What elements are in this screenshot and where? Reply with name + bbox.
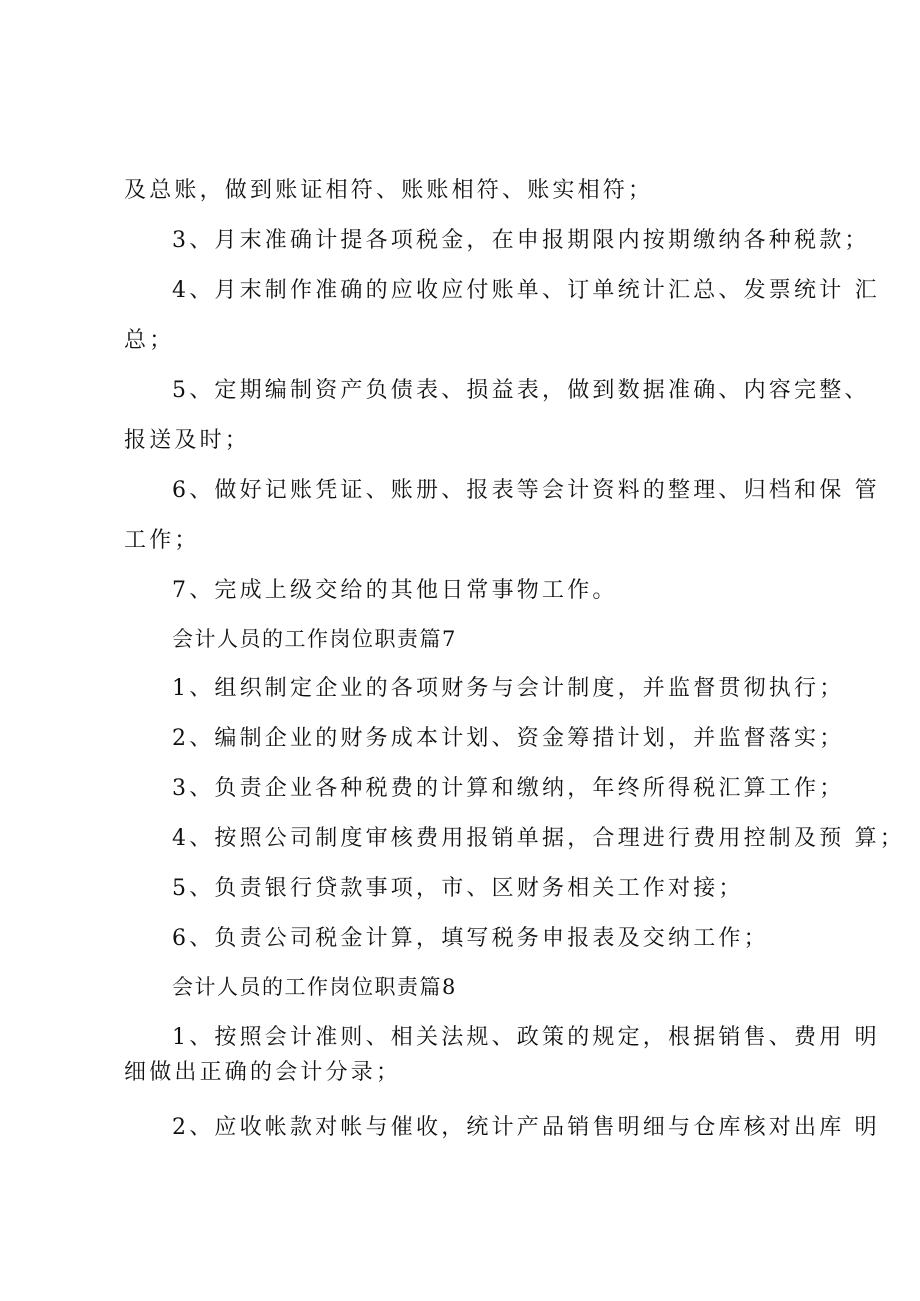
paragraph-line: 6、负责公司税金计算，填写税务申报表及交纳工作； <box>172 926 769 951</box>
paragraph-line: 细做出正确的会计分录； <box>124 1060 402 1085</box>
paragraph-line: 4、按照公司制度审核费用报销单据，合理进行费用控制及预 算； <box>172 826 905 851</box>
paragraph-line: 总； <box>124 328 175 353</box>
paragraph-line: 及总账，做到账证相符、账账相符、账实相符； <box>124 178 654 203</box>
paragraph-line: 5、负责银行贷款事项，市、区财务相关工作对接； <box>172 876 744 901</box>
paragraph-line: 5、定期编制资产负债表、损益表，做到数据准确、内容完整、 <box>172 378 870 403</box>
paragraph-line: 2、编制企业的财务成本计划、资金筹措计划，并监督落实； <box>172 726 845 751</box>
paragraph-line: 6、做好记账凭证、账册、报表等会计资料的整理、归档和保 管 <box>172 478 880 503</box>
paragraph-line: 4、月末制作准确的应收应付账单、订单统计汇总、发票统计 汇 <box>172 278 880 303</box>
paragraph-line: 1、组织制定企业的各项财务与会计制度，并监督贯彻执行； <box>172 676 845 701</box>
paragraph-line: 1、按照会计准则、相关法规、政策的规定，根据销售、费用 明 <box>172 1025 880 1050</box>
section-heading: 会计人员的工作岗位职责篇7 <box>172 627 457 651</box>
paragraph-line: 3、负责企业各种税费的计算和缴纳，年终所得税汇算工作； <box>172 776 845 801</box>
paragraph-line: 报送及时； <box>124 428 251 453</box>
section-heading: 会计人员的工作岗位职责篇8 <box>172 975 457 999</box>
paragraph-line: 2、应收帐款对帐与催收，统计产品销售明细与仓库核对出库 明 <box>172 1115 880 1140</box>
paragraph-line: 工作； <box>124 528 200 553</box>
paragraph-line: 7、完成上级交给的其他日常事物工作。 <box>172 578 618 603</box>
paragraph-line: 3、月末准确计提各项税金，在申报期限内按期缴纳各种税款； <box>172 228 870 253</box>
